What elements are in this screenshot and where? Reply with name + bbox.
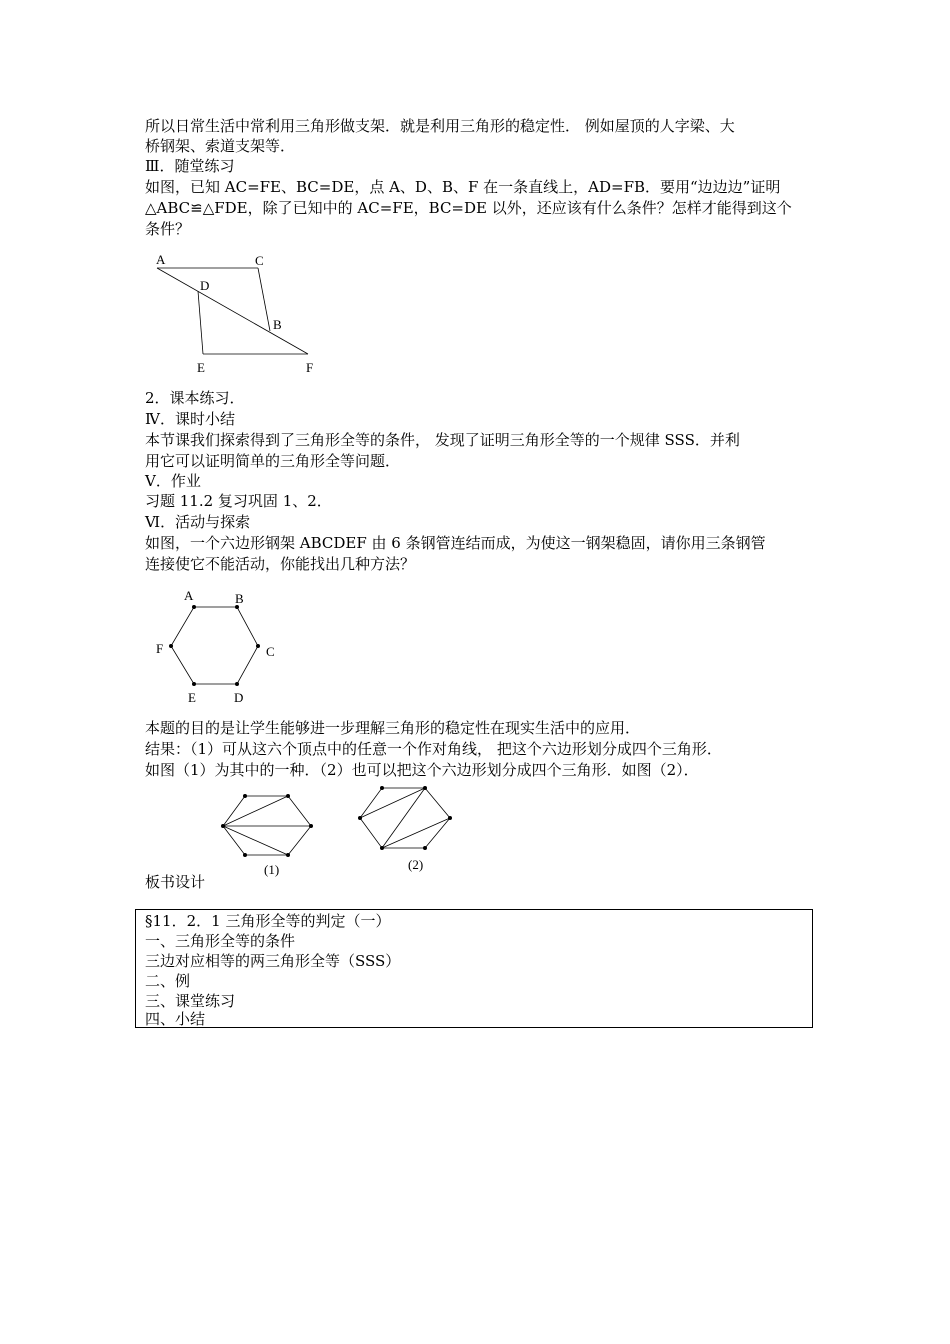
board-line: 二、例 [145, 972, 191, 990]
board-line: 三、课堂练习 [145, 992, 236, 1010]
point-label-e: E [197, 360, 205, 375]
point-label-d: D [200, 278, 210, 293]
board-heading: 板书设计 [145, 873, 206, 891]
board-design-box [135, 909, 813, 1028]
paragraph-line: 如图，一个六边形钢架 ABCDEF 由 6 条钢管连结而成，为使这一钢架稳固，请你用三条钢管 [145, 534, 766, 552]
vertex-label-d: D [234, 690, 244, 705]
vertex-label-a: A [184, 588, 194, 603]
paragraph-line: 2．课本练习． [145, 389, 245, 407]
board-line: 四、小结 [145, 1010, 206, 1028]
paragraph-line: 习题 11.2 复习巩固 1、2． [145, 492, 332, 510]
vertex-label-b: B [235, 591, 244, 606]
hexagon-figure [150, 585, 290, 710]
vertex-label-c: C [266, 644, 275, 659]
point-label-f: F [306, 360, 314, 375]
paragraph-line: 如图，已知 AC=FE、BC=DE，点 A、D、B、F 在一条直线上，AD=FB．要用“边边边”证明 [145, 178, 781, 196]
divided-hexagons-figure [210, 780, 470, 880]
point-label-a: A [156, 252, 166, 267]
congruence-figure [148, 248, 328, 378]
paragraph-line: 所以日常生活中常利用三角形做支架．就是利用三角形的稳定性． 例如屋顶的人字梁、大 [145, 117, 735, 135]
board-line: §11．2．1 三角形全等的判定（一） [145, 912, 391, 930]
paragraph-line: △ABC≌△FDE，除了已知中的 AC=FE，BC=DE 以外，还应该有什么条件？怎样才能得到这个 [145, 199, 792, 217]
vertex-label-f: F [156, 641, 164, 656]
paragraph-line: 用它可以证明简单的三角形全等问题． [145, 452, 401, 470]
caption-1: (1) [264, 862, 280, 877]
point-label-b: B [273, 317, 282, 332]
paragraph-line: 本节课我们探索得到了三角形全等的条件， 发现了证明三角形全等的一个规律 SSS．并利 [145, 431, 740, 449]
paragraph-line: 如图（1）为其中的一种．（2）也可以把这个六边形划分成四个三角形．如图（2）． [145, 761, 699, 779]
section-heading: Ⅴ．作业 [145, 472, 201, 490]
section-heading: Ⅲ．随堂练习 [145, 157, 235, 175]
board-line: 三边对应相等的两三角形全等（SSS） [145, 952, 401, 970]
section-heading: Ⅳ．课时小结 [145, 410, 235, 428]
section-heading: Ⅵ．活动与探索 [145, 513, 251, 531]
paragraph-line: 本题的目的是让学生能够进一步理解三角形的稳定性在现实生活中的应用． [145, 719, 641, 737]
point-label-c: C [255, 253, 264, 268]
paragraph-line: 桥钢架、索道支架等． [145, 137, 296, 155]
paragraph-line: 连接使它不能活动，你能找出几种方法？ [145, 555, 416, 573]
board-line: 一、三角形全等的条件 [145, 932, 296, 950]
paragraph-line: 条件？ [145, 220, 191, 238]
paragraph-line: 结果：（1）可从这六个顶点中的任意一个作对角线， 把这个六边形划分成四个三角形． [145, 740, 722, 758]
caption-2: (2) [408, 857, 424, 872]
vertex-label-e: E [188, 690, 196, 705]
